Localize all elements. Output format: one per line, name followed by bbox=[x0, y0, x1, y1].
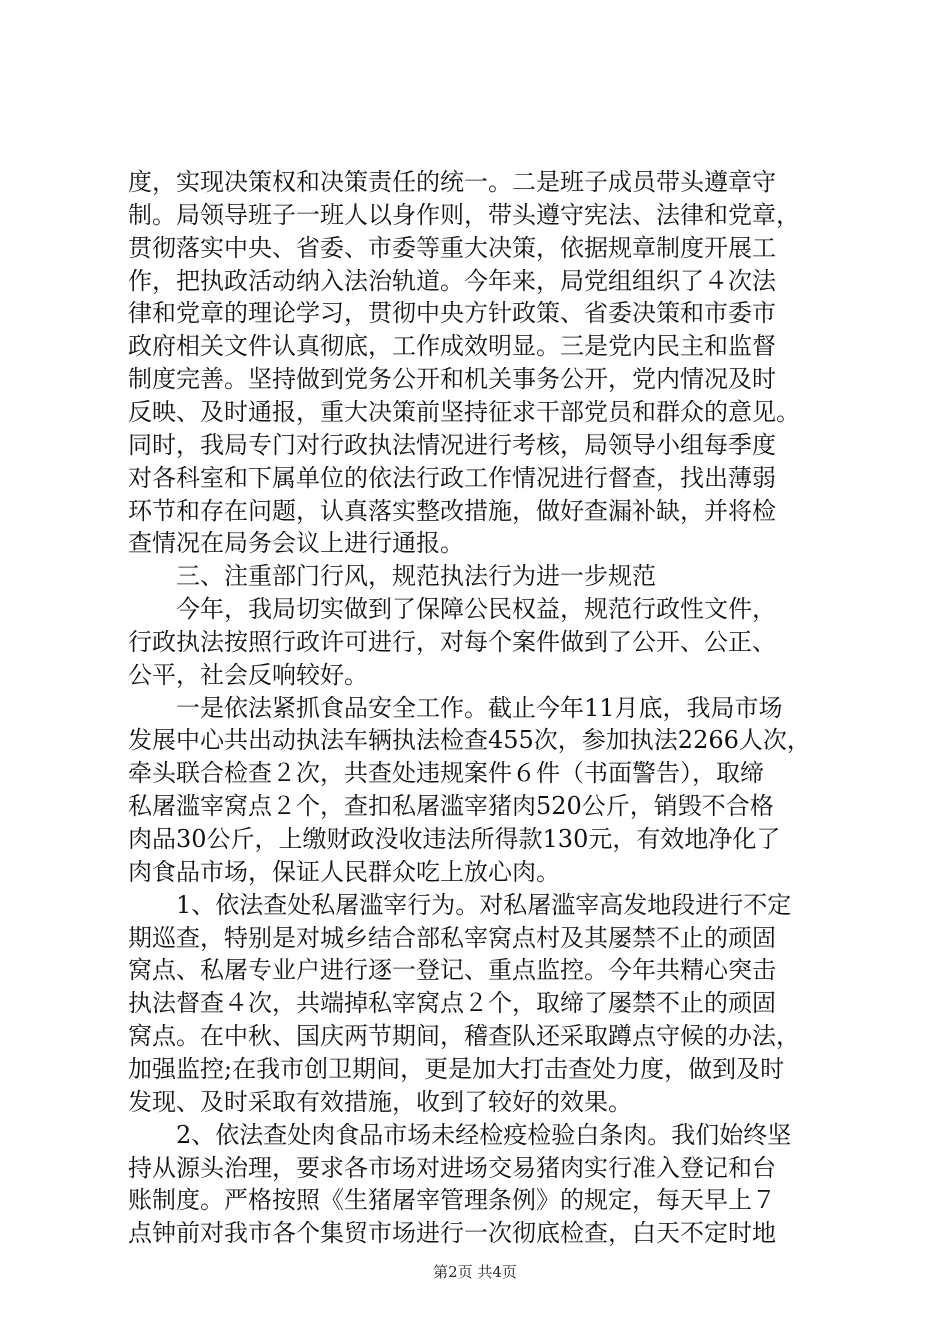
text-line: 账制度。严格按照《生猪屠宰管理条例》的规定，每天早上７ bbox=[128, 1186, 776, 1214]
text-line: 肉品30公斤，上缴财政没收违法所得款130元，有效地净化了 bbox=[128, 825, 781, 853]
text-line: 制度完善。坚持做到党务公开和机关事务公开，党内情况及时 bbox=[128, 365, 776, 393]
text-line: 一是依法紧抓食品安全工作。截止今年11月底，我局市场 bbox=[128, 694, 783, 722]
text-line: 发展中心共出动执法车辆执法检查455次，参加执法2266人次， bbox=[128, 726, 811, 754]
text-line: 今年，我局切实做到了保障公民权益，规范行政性文件， bbox=[128, 595, 776, 623]
text-line: 公平，社会反响较好。 bbox=[128, 661, 368, 689]
text-line: 政府相关文件认真彻底，工作成效明显。三是党内民主和监督 bbox=[128, 332, 776, 360]
text-line: 同时，我局专门对行政执法情况进行考核，局领导小组每季度 bbox=[128, 431, 776, 459]
text-line: 期巡查，特别是对城乡结合部私宰窝点村及其屡禁不止的顽固 bbox=[128, 924, 776, 952]
text-line: 私屠滥宰窝点２个，查扣私屠滥宰猪肉520公斤，销毁不合格 bbox=[128, 792, 774, 820]
text-line: 窝点。在中秋、国庆两节期间，稽查队还采取蹲点守候的办法， bbox=[128, 1022, 800, 1050]
text-line: 行政执法按照行政许可进行，对每个案件做到了公开、公正、 bbox=[128, 628, 776, 656]
page-footer: 第2页 共4页 bbox=[433, 1263, 517, 1281]
text-line: 制。局领导班子一班人以身作则，带头遵守宪法、法律和党章， bbox=[128, 201, 800, 229]
text-line: 执法督查４次，共端掉私宰窝点２个，取缔了屡禁不止的顽固 bbox=[128, 989, 776, 1017]
text-line: 持从源头治理，要求各市场对进场交易猪肉实行准入登记和台 bbox=[128, 1154, 776, 1182]
text-line: 贯彻落实中央、省委、市委等重大决策，依据规章制度开展工 bbox=[128, 234, 776, 262]
text-line: 环节和存在问题，认真落实整改措施，做好查漏补缺，并将检 bbox=[128, 497, 776, 525]
text-line: 对各科室和下属单位的依法行政工作情况进行督查，找出薄弱 bbox=[128, 464, 776, 492]
text-line: 肉食品市场，保证人民群众吃上放心肉。 bbox=[128, 858, 560, 886]
text-line: 发现、及时采取有效措施，收到了较好的效果。 bbox=[128, 1088, 632, 1116]
text-line: 1、依法查处私屠滥宰行为。对私屠滥宰高发地段进行不定 bbox=[128, 891, 792, 919]
text-line: 度，实现决策权和决策责任的统一。二是班子成员带头遵章守 bbox=[128, 168, 776, 196]
text-line: 牵头联合检查２次，共查处违规案件６件（书面警告），取缔 bbox=[128, 759, 764, 787]
text-line: 反映、及时通报，重大决策前坚持征求干部党员和群众的意见。 bbox=[128, 398, 800, 426]
text-line: 作，把执政活动纳入法治轨道。今年来，局党组组织了４次法 bbox=[128, 267, 776, 295]
text-line: 加强监控;在我市创卫期间，更是加大打击查处力度，做到及时 bbox=[128, 1055, 785, 1083]
text-line: 点钟前对我市各个集贸市场进行一次彻底检查，白天不定时地 bbox=[128, 1219, 776, 1247]
text-line: 三、注重部门行风，规范执法行为进一步规范 bbox=[128, 562, 656, 590]
text-line: 2、依法查处肉食品市场未经检疫检验白条肉。我们始终坚 bbox=[128, 1121, 792, 1149]
text-line: 窝点、私屠专业户进行逐一登记、重点监控。今年共精心突击 bbox=[128, 956, 776, 984]
text-line: 律和党章的理论学习，贯彻中央方针政策、省委决策和市委市 bbox=[128, 299, 776, 327]
text-line: 查情况在局务会议上进行通报。 bbox=[128, 529, 464, 557]
